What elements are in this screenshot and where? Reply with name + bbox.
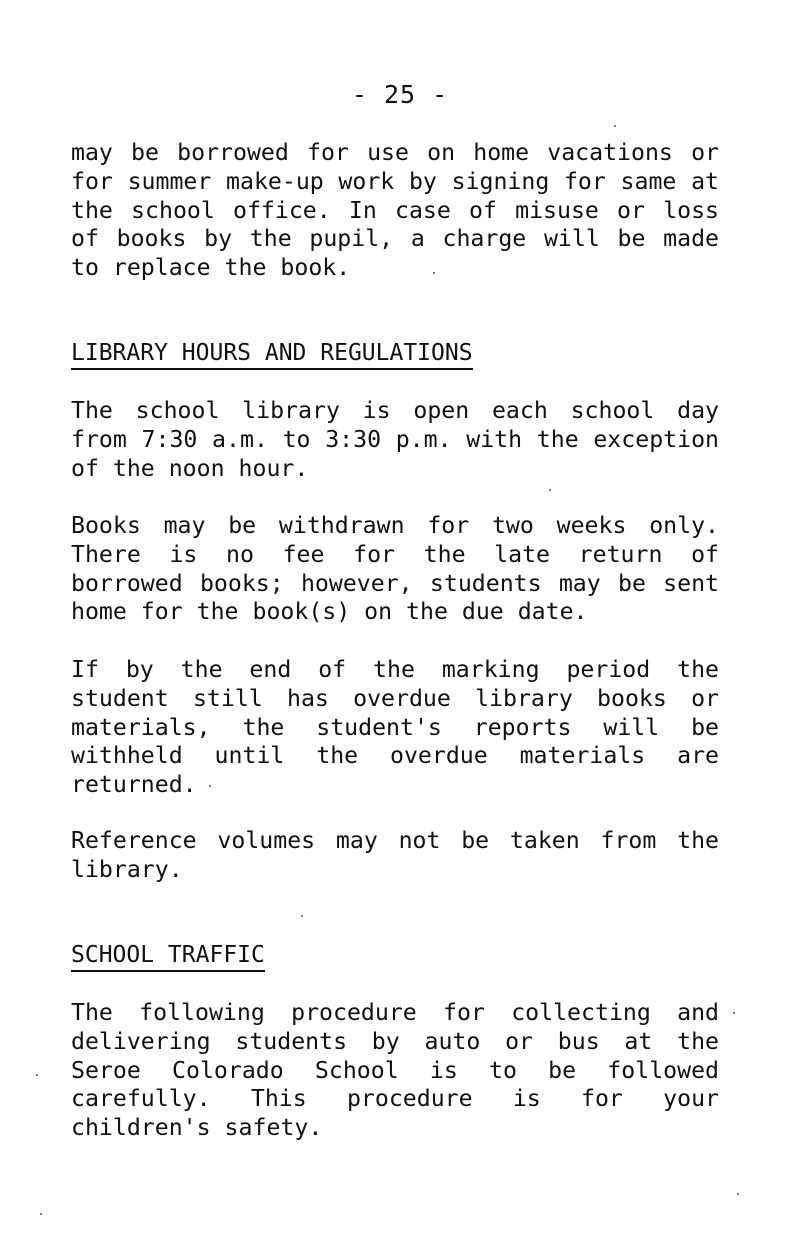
text-line: borrowed books; however, students may be sent: [71, 569, 719, 597]
text-line: children's safety.: [71, 1114, 323, 1142]
text-line: to replace the book.: [71, 254, 351, 282]
scan-speck: [614, 125, 616, 127]
text-line: Seroe Colorado School is to be followed: [71, 1056, 719, 1084]
scan-speck: [209, 785, 211, 787]
scan-speck: [737, 1193, 739, 1195]
text-line: home for the book(s) on the due date.: [71, 598, 588, 626]
scan-speck: [40, 1213, 42, 1215]
text-line: carefully. This procedure is for your: [71, 1085, 719, 1113]
text-line: withheld until the overdue materials are: [71, 742, 719, 770]
text-line: Reference volumes may not be taken from the: [71, 827, 719, 854]
text-line: returned.: [71, 771, 197, 799]
text-line: for summer make-up work by signing for same at: [71, 167, 719, 195]
scan-speck: [733, 1012, 735, 1014]
text-line: library.: [71, 855, 183, 883]
page-number: - 25 -: [351, 80, 449, 109]
text-line: The following procedure for collecting and: [71, 999, 719, 1026]
scan-speck: [301, 915, 303, 917]
text-line: from 7:30 a.m. to 3:30 p.m. with the exception: [71, 425, 719, 453]
text-line: The school library is open each school day: [71, 397, 719, 424]
scan-speck: [433, 272, 435, 274]
text-line: student still has overdue library books or: [71, 684, 719, 712]
text-line: of the noon hour.: [71, 454, 309, 482]
text-line: the school office. In case of misuse or loss: [71, 196, 719, 224]
text-line: may be borrowed for use on home vacations or: [71, 139, 719, 166]
scan-speck: [36, 1074, 38, 1076]
text-line: of books by the pupil, a charge will be made: [71, 225, 719, 253]
scan-speck: [549, 489, 551, 491]
reference-paragraph: [71, 827, 719, 885]
traffic-heading: SCHOOL TRAFFIC: [71, 941, 265, 972]
text-line: If by the end of the marking period the: [71, 656, 719, 683]
text-line: delivering students by auto or bus at the: [71, 1027, 719, 1055]
intro-paragraph: [71, 139, 719, 283]
text-line: materials, the student's reports will be: [71, 713, 719, 741]
overdue-paragraph: [71, 656, 719, 800]
withdrawal-paragraph: [71, 512, 719, 627]
traffic-paragraph: [71, 999, 719, 1143]
text-line: Books may be withdrawn for two weeks only.: [71, 512, 719, 539]
library-hours-paragraph: [71, 397, 719, 483]
library-heading: LIBRARY HOURS AND REGULATIONS: [71, 339, 473, 370]
text-line: There is no fee for the late return of: [71, 540, 719, 568]
